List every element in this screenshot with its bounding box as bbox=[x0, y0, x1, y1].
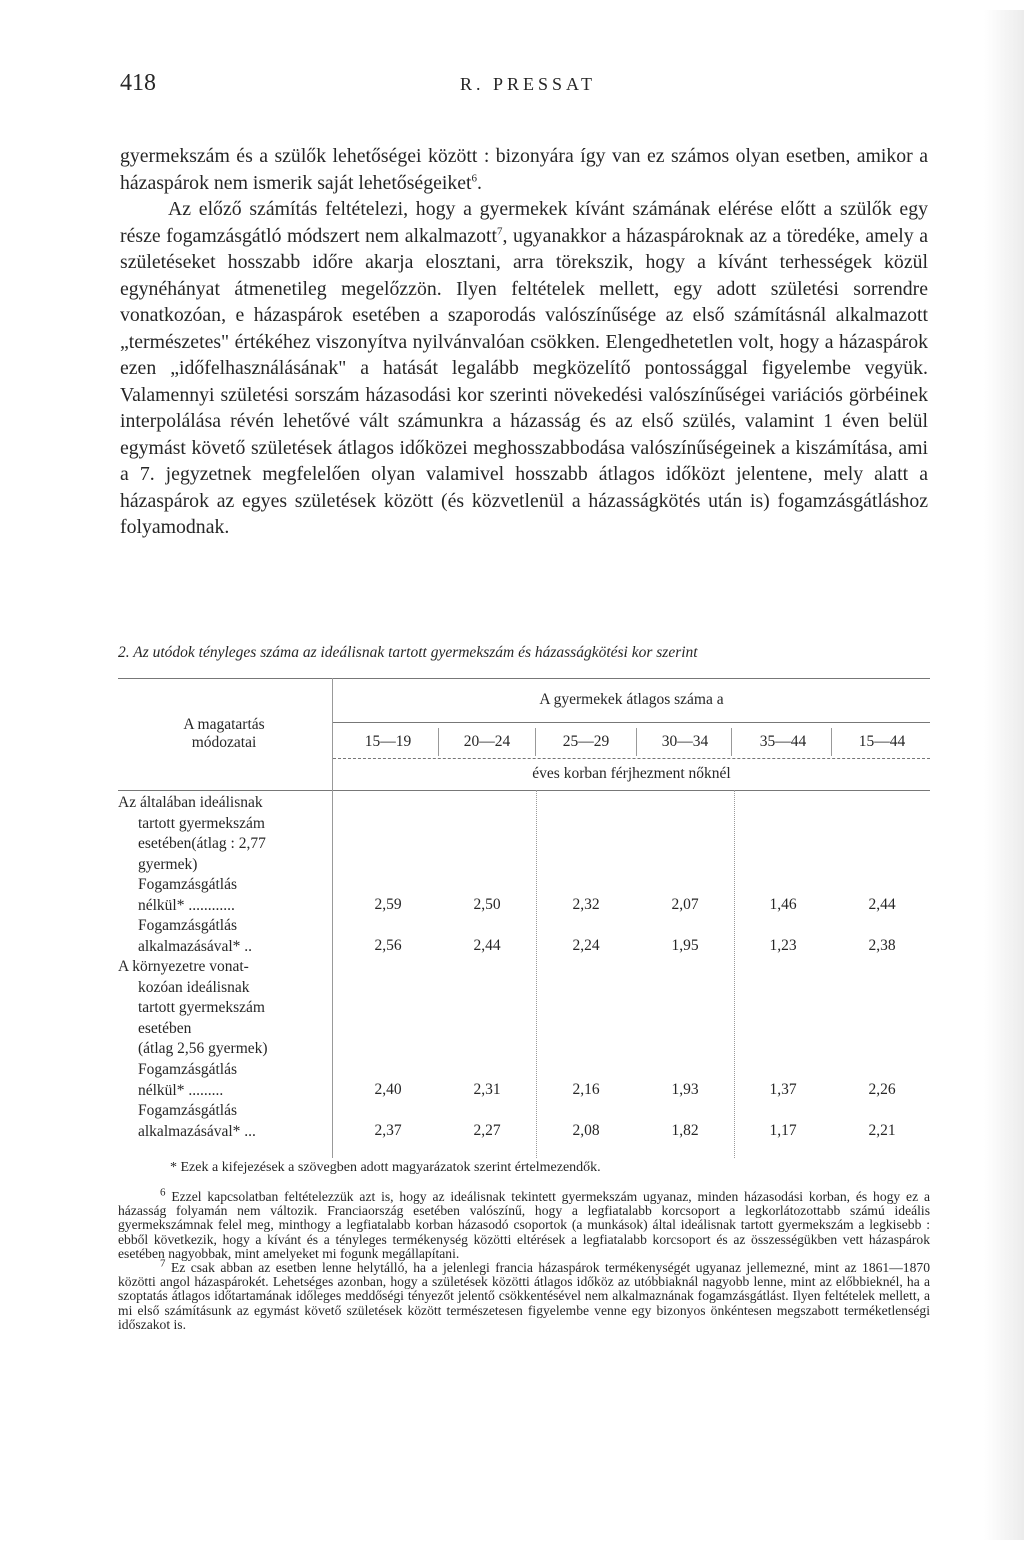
paragraph-2-text-b: , ugyanakkor a házaspároknak az a töredéke, amely a születéseket hosszabb időre akarja elosztani, arra törekszik, hogy a kívánt terhességek közül egynéhányat átmenetileg megelőzzön. Ilyen feltételek mellett, egy adott születési sorrendre vonatkozóan, e házaspárok esetében a szaporodás valószínűsége az első számításnál alkalmazott „természetes" értékéhez viszonyítva nyilvánvalóan csökken. Elengedhetetlen volt, hogy a házaspárok ezen „időfelhasználásának" a hatását legalább megközelítő pontossággal figyelembe vegyük. Valamennyi születési sorszám házasodási kor szerinti növekedési valószínűségei variációs görbéinek interpolálása révén lehetővé vált számunkra a házasság és az első szülés, valamint 1 éven belül egymást követő születések átlagos időközei meghosszabbodása valószínűségeinek a kiszámítása, ami a 7. jegyzetnek megfelelően olyan valamivel hosszabb átlagos időközt jelentene, mely alatt a házaspárok az egyes születések között (és közvetlenül a házasságkötés után is) fogamzásgátláshoz folyamodnak. bbox=[120, 224, 928, 538]
section-2-row-1-label bbox=[118, 1060, 330, 1101]
stub-header bbox=[118, 716, 330, 752]
col-divider-5 bbox=[831, 728, 832, 756]
col-header-20-24: 20—24 bbox=[463, 733, 511, 750]
paragraph-1 bbox=[120, 143, 928, 196]
col-header-25-29: 25—29 bbox=[562, 733, 610, 750]
section-1-title-line: tartott gyermekszám bbox=[138, 814, 265, 832]
page-header bbox=[120, 70, 910, 104]
footnote-6-mark: 6 bbox=[160, 1186, 166, 1199]
row-label-line: nélkül* ............ bbox=[138, 896, 235, 914]
cell: 1,93 bbox=[671, 1081, 699, 1098]
row-label-line: Fogamzásgátlás bbox=[138, 1102, 238, 1119]
row-label-line: nélkül* ......... bbox=[138, 1081, 224, 1099]
cell: 2,40 bbox=[374, 1081, 402, 1098]
cell: 2,07 bbox=[671, 896, 699, 913]
page-number: 418 bbox=[120, 70, 156, 96]
stub-header-line-2: módozatai bbox=[191, 734, 257, 751]
cell: 2,08 bbox=[572, 1122, 600, 1139]
cell: 2,31 bbox=[473, 1081, 501, 1098]
col-divider-2 bbox=[535, 728, 536, 756]
section-2-title-line: esetében bbox=[138, 1019, 192, 1037]
cell: 2,56 bbox=[374, 937, 402, 954]
row-label-line: alkalmazásával* .. bbox=[138, 937, 253, 955]
cell: 1,95 bbox=[671, 937, 699, 954]
footnote-7-mark: 7 bbox=[160, 1257, 166, 1270]
section-1-title-line: esetében(átlag : 2,77 bbox=[138, 835, 266, 852]
section-2-row-2-label bbox=[118, 1101, 330, 1142]
row-label-line: Fogamzásgátlás bbox=[138, 1061, 238, 1078]
cell: 2,21 bbox=[868, 1122, 896, 1139]
col-header-30-34: 30—34 bbox=[661, 733, 709, 750]
row-label-line: Fogamzásgátlás bbox=[138, 876, 238, 893]
footnote-ref-6: 6 bbox=[471, 171, 478, 184]
paragraph-2 bbox=[120, 196, 928, 541]
section-2-title-line: tartott gyermekszám bbox=[138, 999, 265, 1016]
cell: 2,44 bbox=[473, 937, 501, 954]
columns-rule bbox=[333, 758, 930, 759]
table-top-rule bbox=[118, 678, 930, 679]
cell: 2,26 bbox=[868, 1081, 896, 1098]
section-2-title-line: A környezetre vonat- bbox=[118, 958, 249, 975]
footnotes bbox=[118, 1186, 930, 1332]
col-rule-4 bbox=[734, 790, 735, 1158]
sub-header: éves korban férjhezment nőknél bbox=[532, 765, 731, 782]
col-header-15-19: 15—19 bbox=[364, 733, 412, 750]
cell: 2,32 bbox=[572, 896, 600, 913]
group-header-rule bbox=[333, 722, 930, 723]
stub-header-line-1: A magatartás bbox=[183, 716, 265, 733]
cell: 1,46 bbox=[769, 896, 797, 913]
footnote-7-text: Ez csak abban az esetben lenne helytálló, ha a jelenlegi francia házaspárok termékenységét ugyanaz jellemezné, mint az 1861—1870 közötti angol házaspárokét. Lehetséges azonban, hogy a születések közötti átlagos időköz az utóbbiaknál nagyobb lenne, mint az előbbieknél, ha a szoptatás átlagos időtartamának időleges meddőségi tényezőt jelentő csökkentésével nem alkalmaznának fogamzásgátlást. Ilyen feltételek mellett, a mi első számításunk az egymást követő születések között természetesen figyelembe venne egy bizonyos önkéntesen megszabott terméketlenségi időszakot is. bbox=[118, 1260, 930, 1332]
section-2-title-line: (átlag 2,56 gyermek) bbox=[138, 1040, 268, 1057]
row-label-line: alkalmazásával* ... bbox=[138, 1122, 256, 1140]
section-1-row-1-label bbox=[118, 875, 330, 916]
cell: 1,82 bbox=[671, 1122, 699, 1139]
row-label-line: Fogamzásgátlás bbox=[138, 917, 238, 934]
col-header-15-44: 15—44 bbox=[858, 733, 906, 750]
col-rule-2 bbox=[536, 790, 537, 1158]
cell: 1,37 bbox=[769, 1081, 797, 1098]
footnote-6 bbox=[118, 1186, 930, 1261]
page-edge-shadow bbox=[984, 10, 1024, 1540]
section-2-title-line: kozóan ideálisnak bbox=[138, 978, 250, 996]
running-head: R. PRESSAT bbox=[460, 74, 597, 94]
footnote-7 bbox=[118, 1257, 930, 1332]
cell: 2,16 bbox=[572, 1081, 600, 1098]
stub-divider bbox=[332, 678, 333, 1158]
cell: 2,44 bbox=[868, 896, 896, 913]
table-caption: 2. Az utódok tényleges száma az ideálisnak tartott gyermekszám és házasságkötési kor szerint bbox=[118, 644, 698, 661]
footnote-ref-7: 7 bbox=[497, 224, 503, 237]
cell: 1,23 bbox=[769, 937, 797, 954]
cell: 2,59 bbox=[374, 896, 402, 913]
section-1-row-2-label bbox=[118, 916, 330, 957]
section-1-title-line: gyermek) bbox=[138, 855, 198, 873]
section-1-title-line: Az általában ideálisnak bbox=[118, 794, 263, 811]
cell: 2,38 bbox=[868, 937, 896, 954]
group-header: A gyermekek átlagos száma a bbox=[539, 691, 724, 708]
section-2-title bbox=[118, 957, 330, 1060]
cell: 2,27 bbox=[473, 1122, 501, 1139]
paragraph-1-text: gyermekszám és a szülők lehetőségei között : bizonyára így van ez számos olyan esetben, amikor a házaspárok nem ismerik saját lehetőségeiket bbox=[120, 145, 928, 194]
cell: 2,37 bbox=[374, 1122, 402, 1139]
body-text bbox=[120, 143, 928, 541]
paragraph-1-end: . bbox=[477, 171, 482, 194]
footnote-6-text: Ezzel kapcsolatban feltételezzük azt is, hogy az ideálisnak tekintett gyermekszám ugyanaz, minden házasodási korban, és hogy ez a házasság folyamán nem változik. Franciaország esetében valószínű, hogy a legfiatalabb korcsoport a legkorlátozottabb számú ideális gyermekszámnak felel meg, minthogy a legfiatalabb korban házasodó csoportok (a munkások) által ideálisnak tartott gyermekszám a legkisebb : ebből következik, hogy a kívánt és a tényleges termékenység közötti eltérések a legfiatalabb korcsoport és az összességükben vett házaspárok esetében nagyobbak, mint amelyeket mi fogunk megállapítani. bbox=[118, 1189, 930, 1261]
col-header-35-44: 35—44 bbox=[759, 733, 807, 750]
header-bottom-rule bbox=[118, 790, 930, 791]
section-1-title bbox=[118, 793, 330, 875]
cell: 2,50 bbox=[473, 896, 501, 913]
cell: 2,24 bbox=[572, 937, 600, 954]
table-note: * Ezek a kifejezések a szövegben adott magyarázatok szerint értelmezendők. bbox=[170, 1160, 601, 1175]
cell: 1,17 bbox=[769, 1122, 797, 1139]
paragraph-2-text-a: Az előző számítás feltételezi, hogy a gyermekek kívánt számának elérése előtt a szülők egy része fogamzásgátló módszert nem alkalmazott bbox=[120, 198, 928, 247]
